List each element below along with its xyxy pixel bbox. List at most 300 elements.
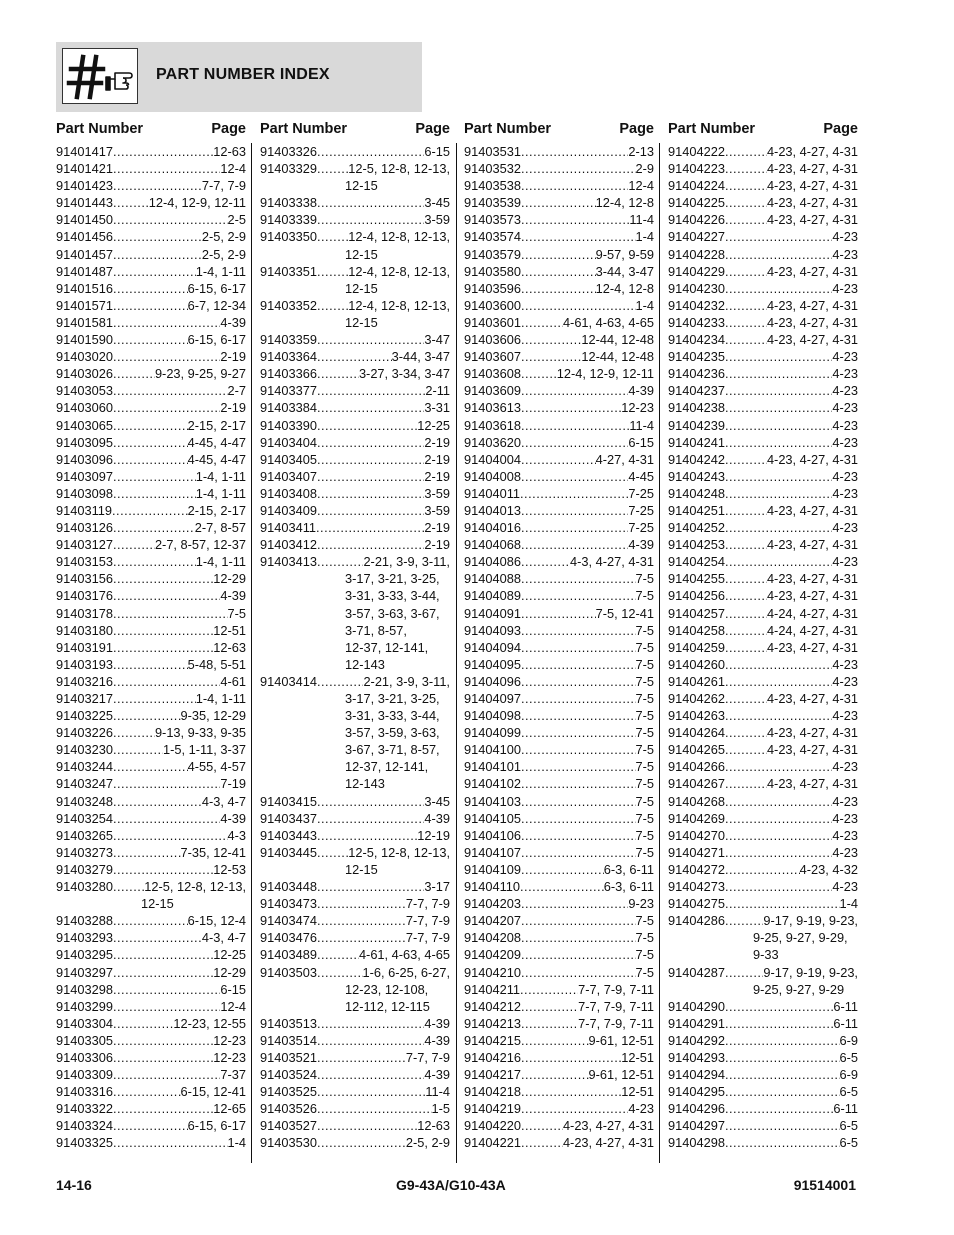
part-number: 91403404: [260, 434, 317, 450]
part-number: 91403230: [56, 742, 113, 758]
part-number: 91403178: [56, 605, 113, 621]
index-entry: [668, 724, 858, 741]
part-number: 91404220: [464, 1118, 521, 1134]
dot-leader: [113, 1083, 181, 1100]
dot-leader: [521, 929, 636, 946]
index-entry: [464, 399, 654, 416]
part-number: 91403350: [260, 229, 317, 245]
part-number: 91403095: [56, 434, 113, 450]
index-entry: [668, 348, 858, 365]
index-header: [56, 42, 422, 112]
page-references: 6-5: [839, 1135, 858, 1151]
index-entry: [56, 1100, 246, 1117]
part-number: 91403574: [464, 229, 521, 245]
dot-leader: [113, 1117, 188, 1134]
part-number: 91403247: [56, 776, 113, 792]
part-number: 91401487: [56, 263, 113, 279]
page-references: 12-4: [628, 178, 654, 194]
index-entry: [464, 741, 654, 758]
dot-leader: [725, 844, 832, 861]
part-number: 91404291: [668, 1015, 725, 1031]
index-entry: [464, 1066, 654, 1083]
page-references: 4-23: [832, 827, 858, 843]
dot-leader: [317, 451, 424, 468]
index-entry: [668, 280, 858, 297]
part-number: 91404298: [668, 1135, 725, 1151]
part-number: 91403474: [260, 913, 317, 929]
page-references: 12-4, 12-8, 12-13,: [348, 229, 450, 245]
dot-leader: [725, 622, 767, 639]
dot-leader: [317, 912, 406, 929]
part-number: 91404109: [464, 861, 521, 877]
index-entry: [464, 1032, 654, 1049]
part-number: 91403295: [56, 947, 113, 963]
part-number: 91403364: [260, 349, 317, 365]
index-entry: [260, 844, 450, 861]
dot-leader: [521, 1117, 563, 1134]
page-references: 7-25: [628, 485, 654, 501]
part-number: 91403359: [260, 332, 317, 348]
dot-leader: [113, 365, 155, 382]
part-number: 91403225: [56, 708, 113, 724]
dot-leader: [521, 724, 636, 741]
dot-leader: [725, 1117, 840, 1134]
index-entry: [260, 1100, 450, 1117]
page-references: 4-39: [424, 1032, 450, 1048]
index-entry: [56, 912, 246, 929]
page-references: 7-5: [635, 673, 654, 689]
page-references: 1-4, 1-11: [195, 554, 246, 570]
dot-leader: [317, 211, 424, 228]
index-entry: [260, 946, 450, 963]
page-references: 2-19: [424, 468, 450, 484]
part-number: 91403476: [260, 930, 317, 946]
index-entry: [56, 1066, 246, 1083]
dot-leader: [725, 502, 767, 519]
index-entry: [464, 1049, 654, 1066]
dot-leader: [521, 177, 628, 194]
part-number: 91403326: [260, 144, 317, 159]
part-number: 91403298: [56, 981, 113, 997]
page-references: 4-23: [832, 280, 858, 296]
index-entry: [260, 399, 450, 416]
page-references: 5-48, 5-51: [187, 656, 246, 672]
part-number: 91403579: [464, 246, 521, 262]
dot-leader: [113, 280, 188, 297]
page-references: 4-45, 4-47: [187, 451, 246, 467]
part-number: 91404296: [668, 1101, 725, 1117]
page-references: 12-19: [417, 827, 450, 843]
page-references: 4-23, 4-27, 4-31: [562, 1118, 654, 1134]
dot-leader: [317, 895, 406, 912]
index-entry: [464, 622, 654, 639]
dot-leader: [521, 639, 636, 656]
page-references: 7-5: [635, 571, 654, 587]
part-number-heading: Part Number: [464, 121, 552, 137]
index-entry: [56, 536, 246, 553]
dot-leader: [317, 228, 348, 245]
dot-leader: [521, 690, 636, 707]
column-divider: [251, 143, 252, 1163]
part-number: 91403156: [56, 571, 113, 587]
dot-leader: [521, 143, 628, 160]
page-references-continued: 12-143: [345, 776, 385, 792]
index-entry: [56, 587, 246, 604]
index-entry: [56, 451, 246, 468]
part-number: 91403539: [464, 195, 521, 211]
index-entry: [668, 331, 858, 348]
page-references: 4-61, 4-63, 4-65: [358, 947, 450, 963]
dot-leader: [725, 570, 767, 587]
dot-leader: [113, 1015, 173, 1032]
dot-leader: [725, 1049, 840, 1066]
index-entry: [668, 246, 858, 263]
page-references: 6-9: [839, 1067, 858, 1083]
dot-leader: [521, 297, 636, 314]
dot-leader: [521, 946, 636, 963]
page-references: 4-23: [832, 554, 858, 570]
part-number: 91403248: [56, 793, 113, 809]
part-number: 91404101: [464, 759, 521, 775]
page-references: 7-5: [227, 605, 246, 621]
page-heading: Page: [823, 121, 858, 137]
part-number: 91401516: [56, 280, 113, 296]
part-number: 91404106: [464, 827, 521, 843]
index-entry: [668, 810, 858, 827]
dot-leader: [725, 228, 832, 245]
index-entry: [56, 946, 246, 963]
part-number: 91404235: [668, 349, 725, 365]
part-number: 91401571: [56, 297, 113, 313]
index-entry: [56, 605, 246, 622]
part-number: 91404008: [464, 468, 521, 484]
part-number: 91404213: [464, 1015, 521, 1031]
page-references: 4-23: [832, 349, 858, 365]
part-number: 91404269: [668, 810, 725, 826]
page-references: 4-45: [628, 468, 654, 484]
dot-leader: [113, 775, 220, 792]
page-references: 12-23, 12-55: [173, 1015, 246, 1031]
part-number: 91403304: [56, 1015, 113, 1031]
page-references: 4-39: [220, 314, 246, 330]
dot-leader: [725, 964, 763, 981]
dot-leader: [521, 1066, 589, 1083]
part-number: 91403503: [260, 964, 317, 980]
dot-leader: [521, 1083, 621, 1100]
dot-leader: [113, 793, 202, 810]
part-number: 91404227: [668, 229, 725, 245]
dot-leader: [317, 382, 425, 399]
page-references: 4-23: [832, 844, 858, 860]
page-references: 2-5, 2-9: [201, 246, 246, 262]
index-entry: [464, 724, 654, 741]
index-entry: [260, 417, 450, 434]
part-number: 91403254: [56, 810, 113, 826]
part-number: 91403408: [260, 485, 317, 501]
index-entry: [668, 793, 858, 810]
page-references: 4-23, 4-27, 4-31: [766, 297, 858, 313]
index-entry: [668, 297, 858, 314]
dot-leader: [113, 673, 220, 690]
page-references: 2-19: [424, 537, 450, 553]
page-references: 3-27, 3-34, 3-47: [358, 366, 450, 382]
page-references: 4-23, 4-27, 4-31: [766, 742, 858, 758]
index-entry: [260, 1032, 450, 1049]
page-references: 4-23, 4-27, 4-31: [766, 691, 858, 706]
dot-leader: [521, 895, 628, 912]
index-entry: [260, 468, 450, 485]
index-entry: [56, 1117, 246, 1134]
index-entry: [668, 536, 858, 553]
part-number: 91404261: [668, 673, 725, 689]
index-entry: [56, 417, 246, 434]
dot-leader: [521, 758, 636, 775]
dot-leader: [317, 399, 424, 416]
dot-leader: [317, 1049, 406, 1066]
part-number: 91401423: [56, 178, 113, 194]
index-entry: [464, 1117, 654, 1134]
dot-leader: [521, 587, 636, 604]
index-entry: [668, 553, 858, 570]
page-references: 4-23, 4-27, 4-31: [766, 212, 858, 228]
dot-leader: [317, 793, 424, 810]
part-number: 91404100: [464, 742, 521, 758]
part-number: 91404016: [464, 520, 521, 536]
index-entry: [260, 553, 450, 570]
index-entry: [668, 587, 858, 604]
index-entry: [668, 1032, 858, 1049]
part-number: 91403306: [56, 1049, 113, 1065]
page-references: 12-29: [213, 571, 246, 587]
page-references: 7-7, 7-9, 7-11: [578, 998, 654, 1014]
index-entry: [464, 502, 654, 519]
index-entry: [56, 775, 246, 792]
page-references: 11-4: [629, 417, 654, 433]
part-number: 91404230: [668, 280, 725, 296]
index-entry: [56, 263, 246, 280]
page-references: 4-39: [424, 1015, 450, 1031]
index-entry: [668, 570, 858, 587]
part-number: 91401450: [56, 212, 113, 228]
part-number: 91404215: [464, 1032, 521, 1048]
index-entry: [464, 690, 654, 707]
part-number: 91404234: [668, 332, 725, 348]
dot-leader: [725, 365, 832, 382]
index-entry: [464, 998, 654, 1015]
page-references: 6-15: [628, 434, 654, 450]
dot-leader: [725, 177, 767, 194]
page-references: 9-17, 9-19, 9-23,: [763, 964, 858, 980]
page-references: 12-29: [213, 964, 246, 980]
page-references: 12-53: [213, 861, 246, 877]
index-entry: [668, 314, 858, 331]
part-number-heading: Part Number: [260, 121, 348, 137]
dot-leader: [725, 1083, 840, 1100]
dot-leader: [725, 878, 832, 895]
dot-leader: [113, 314, 220, 331]
dot-leader: [113, 810, 220, 827]
dot-leader: [725, 690, 767, 707]
index-entry: [464, 1083, 654, 1100]
page-references: 2-11: [425, 383, 450, 399]
index-entry: [56, 639, 246, 656]
dot-leader: [521, 417, 629, 434]
dot-leader: [521, 211, 629, 228]
dot-leader: [317, 194, 424, 211]
page-references: 3-47: [424, 332, 450, 348]
dot-leader: [113, 622, 213, 639]
index-column: [464, 119, 654, 1152]
dot-leader: [725, 793, 832, 810]
index-entry: [464, 964, 654, 981]
part-number: 91403273: [56, 844, 113, 860]
index-entry: [260, 1134, 450, 1151]
part-number: 91403489: [260, 947, 317, 963]
page-references: 2-19: [424, 520, 450, 536]
part-number-heading: Part Number: [56, 121, 144, 137]
page-references: 6-15, 12-4: [187, 913, 246, 929]
index-entry: [56, 707, 246, 724]
index-entry: [668, 878, 858, 895]
part-number: 91403448: [260, 879, 317, 895]
index-entry: [56, 143, 246, 160]
index-entry: [260, 929, 450, 946]
part-number-heading: Part Number: [668, 121, 756, 137]
dot-leader: [317, 331, 424, 348]
dot-leader: [521, 382, 628, 399]
page-references: 4-39: [628, 537, 654, 553]
page-references: 3-59: [424, 212, 450, 228]
page-references: 7-5: [635, 913, 654, 929]
index-entry: [56, 365, 246, 382]
index-entry-list: [56, 143, 246, 1152]
dot-leader: [113, 929, 202, 946]
part-number: 91403119: [56, 502, 112, 518]
dot-leader: [521, 228, 636, 245]
page-references-continued: 9-25, 9-27, 9-29: [753, 981, 845, 997]
dot-leader: [725, 707, 832, 724]
dot-leader: [113, 741, 163, 758]
page-references: 1-4, 1-11: [195, 468, 246, 484]
page-references: 12-4, 12-8, 12-13,: [348, 297, 450, 313]
dot-leader: [317, 844, 348, 861]
page-references-continued: 3-17, 3-21, 3-25,: [345, 691, 440, 706]
part-number: 91403153: [56, 554, 113, 570]
index-entry: [464, 297, 654, 314]
index-entry: [56, 1032, 246, 1049]
index-entry: [56, 929, 246, 946]
page-references: 7-5: [635, 930, 654, 946]
part-number: 91403607: [464, 349, 521, 365]
dot-leader: [317, 160, 348, 177]
index-entry: [668, 1083, 858, 1100]
dot-leader: [725, 1100, 833, 1117]
part-number: 91404255: [668, 571, 725, 587]
part-number: 91404098: [464, 708, 521, 724]
dot-leader: [521, 468, 628, 485]
dot-leader: [521, 810, 636, 827]
dot-leader: [317, 263, 348, 280]
part-number: 91404290: [668, 998, 725, 1014]
part-number: 91403600: [464, 297, 521, 313]
part-number: 91403324: [56, 1118, 113, 1134]
page-references: 4-24, 4-27, 4-31: [766, 605, 858, 621]
index-entry: [56, 622, 246, 639]
page-references: 9-17, 9-19, 9-23,: [763, 913, 858, 929]
page-references: 4-23: [832, 656, 858, 672]
index-entry: [56, 964, 246, 981]
part-number: 91403191: [56, 639, 113, 655]
page-references: 12-63: [213, 144, 246, 159]
page-heading: Page: [211, 121, 246, 137]
dot-leader: [521, 912, 636, 929]
dot-leader: [725, 724, 767, 741]
index-entry: [668, 844, 858, 861]
part-number: 91403514: [260, 1032, 317, 1048]
part-number: 91404218: [464, 1084, 521, 1100]
page-references: 6-7, 12-34: [187, 297, 246, 313]
part-number: 91404264: [668, 725, 725, 741]
page-references: 3-59: [424, 485, 450, 501]
dot-leader: [521, 502, 628, 519]
dot-leader: [521, 399, 621, 416]
part-number: 91403412: [260, 537, 317, 553]
page-references: 4-23: [832, 485, 858, 501]
index-entry: [56, 741, 246, 758]
index-entry: [668, 1066, 858, 1083]
part-number: 91401457: [56, 246, 113, 262]
index-entry: [464, 758, 654, 775]
part-number: 91404295: [668, 1084, 725, 1100]
dot-leader: [521, 1100, 628, 1117]
footer-manual-number: 91514001: [793, 1177, 856, 1193]
index-entry: [56, 1083, 246, 1100]
part-number: 91404294: [668, 1067, 725, 1083]
part-number: 91403351: [260, 263, 317, 279]
part-number: 91403573: [464, 212, 521, 228]
index-entry: [56, 827, 246, 844]
index-entry: [260, 1049, 450, 1066]
part-number: 91404209: [464, 947, 521, 963]
page-references: 1-4: [839, 896, 858, 912]
index-entry: [668, 502, 858, 519]
page-references: 4-23, 4-27, 4-31: [766, 725, 858, 741]
index-entry: [464, 451, 654, 468]
dot-leader: [113, 878, 144, 895]
part-number: 91403601: [464, 314, 521, 330]
index-entry: [56, 1015, 246, 1032]
page-references: 12-44, 12-48: [581, 349, 654, 365]
part-number: 91403530: [260, 1135, 317, 1151]
index-entry: [668, 895, 858, 912]
part-number: 91403596: [464, 280, 521, 296]
part-number: 91404217: [464, 1067, 521, 1083]
dot-leader: [521, 707, 636, 724]
dot-leader: [725, 348, 832, 365]
part-number: 91404254: [668, 554, 725, 570]
dot-leader: [521, 827, 636, 844]
page-references: 12-5, 12-8, 12-13,: [144, 879, 246, 895]
page-references: 6-11: [833, 1101, 858, 1117]
index-entry: [260, 160, 450, 177]
dot-leader: [521, 570, 636, 587]
part-number: 91403513: [260, 1015, 317, 1031]
dot-leader: [113, 434, 188, 451]
dot-leader: [317, 536, 424, 553]
dot-leader: [317, 929, 406, 946]
footer-page-number: 14-16: [56, 1177, 92, 1193]
index-entry: [668, 194, 858, 211]
